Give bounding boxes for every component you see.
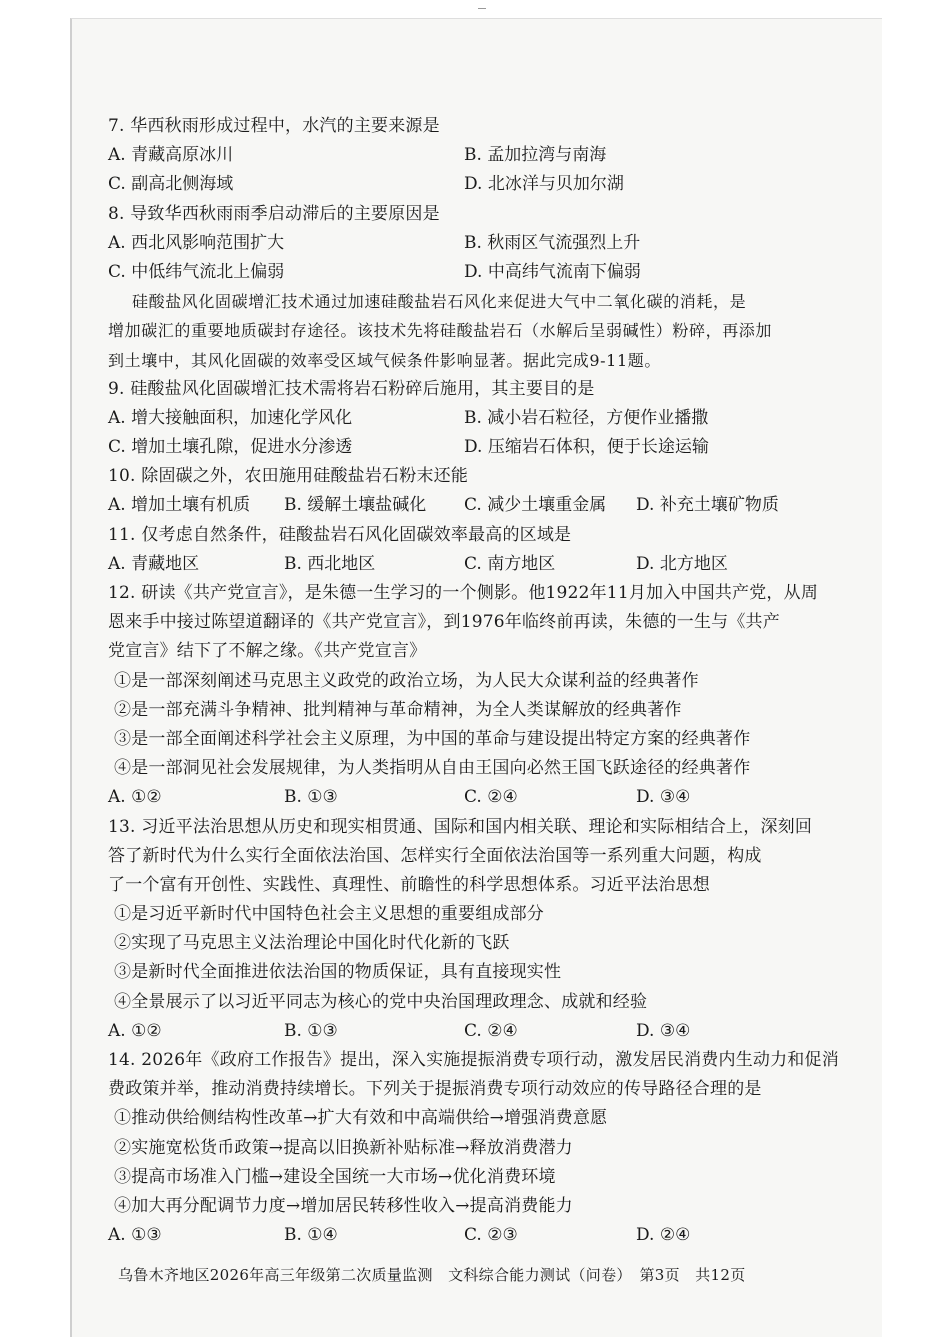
question-12-options xyxy=(108,783,848,812)
statement-2: ②实施宽松货币政策→提高以旧换新补贴标准→释放消费潜力 xyxy=(114,1137,573,1158)
option-a: A. 青藏高原冰川 xyxy=(108,145,234,166)
question-9-options-row2 xyxy=(108,433,848,462)
option-a: A. 青藏地区 xyxy=(108,553,200,574)
page-footer: 乌鲁木齐地区2026年高三年级第二次质量监测 文科综合能力测试（问卷） 第3页 共12页 xyxy=(118,1266,746,1284)
option-c: C. 增加土壤孔隙，促进水分渗透 xyxy=(108,437,353,458)
question-10-options xyxy=(108,491,848,520)
option-b: B. 秋雨区气流强烈上升 xyxy=(464,232,641,253)
statement-4: ④加大再分配调节力度→增加居民转移性收入→提高消费能力 xyxy=(114,1195,573,1216)
question-9-stem: 9. 硅酸盐风化固碳增汇技术需将岩石粉碎后施用，其主要目的是 xyxy=(108,378,595,399)
question-12-line-3: 党宣言》结下了不解之缘。《共产党宣言》 xyxy=(108,641,427,662)
option-a: A. 西北风影响范围扩大 xyxy=(108,232,285,253)
option-c: C. 副高北侧海域 xyxy=(108,174,234,195)
option-d: D. 北方地区 xyxy=(636,553,728,574)
statement-4: ④是一部洞见社会发展规律，为人类指明从自由王国向必然王国飞跃途径的经典著作 xyxy=(114,758,751,779)
question-7-options-row1 xyxy=(108,141,848,170)
exam-content xyxy=(108,112,848,1250)
question-7-options-row2 xyxy=(108,170,848,199)
statement-4: ④全景展示了以习近平同志为核心的党中央治国理政理念、成就和经验 xyxy=(114,991,648,1012)
option-c: C. 中低纬气流北上偏弱 xyxy=(108,261,285,282)
statement-2: ②是一部充满斗争精神、批判精神与革命精神，为全人类谋解放的经典著作 xyxy=(114,699,682,720)
statement-3: ③提高市场准入门槛→建设全国统一大市场→优化消费环境 xyxy=(114,1166,556,1187)
question-8-stem: 8. 导致华西秋雨雨季启动滞后的主要原因是 xyxy=(108,203,440,224)
option-a: A. 增加土壤有机质 xyxy=(108,495,251,516)
material-line-1: 硅酸盐风化固碳增汇技术通过加速硅酸盐岩石风化来促进大气中二氧化碳的消耗，是 xyxy=(132,292,747,312)
material-line-3: 到土壤中，其风化固碳的效率受区域气候条件影响显著。据此完成9-11题。 xyxy=(108,350,661,370)
statement-1: ①是习近平新时代中国特色社会主义思想的重要组成部分 xyxy=(114,904,544,925)
question-11-stem: 11. 仅考虑自然条件，硅酸盐岩石风化固碳效率最高的区域是 xyxy=(108,524,572,545)
question-11-options xyxy=(108,550,848,579)
question-13-options xyxy=(108,1017,848,1046)
statement-3: ③是一部全面阐述科学社会主义原理，为中国的革命与建设提出特定方案的经典著作 xyxy=(114,728,751,749)
option-b: B. ①④ xyxy=(284,1225,338,1246)
material-line-2: 增加碳汇的重要地质碳封存途径。该技术先将硅酸盐岩石（水解后呈弱碱性）粉碎，再添加 xyxy=(108,321,773,341)
option-c: C. ②④ xyxy=(464,787,518,808)
option-d: D. 北冰洋与贝加尔湖 xyxy=(464,174,624,195)
question-13-line-1: 13. 习近平法治思想从历史和现实相贯通、国际和国内相关联、理论和实际相结合上，深刻回 xyxy=(108,816,813,837)
question-13-line-3: 了一个富有开创性、实践性、真理性、前瞻性的科学思想体系。习近平法治思想 xyxy=(108,874,710,895)
statement-1: ①是一部深刻阐述马克思主义政党的政治立场，为人民大众谋利益的经典著作 xyxy=(114,670,699,691)
option-d: D. 中高纬气流南下偏弱 xyxy=(464,261,641,282)
option-a: A. 增大接触面积，加速化学风化 xyxy=(108,407,353,428)
option-a: A. ①② xyxy=(108,787,162,808)
scan-mark xyxy=(478,8,486,9)
option-c: C. 南方地区 xyxy=(464,553,556,574)
option-d: D. ②④ xyxy=(636,1225,691,1246)
option-d: D. 补充土壤矿物质 xyxy=(636,495,779,516)
option-b: B. 缓解土壤盐碱化 xyxy=(284,495,427,516)
question-14-options xyxy=(108,1221,848,1250)
question-13-line-2: 答了新时代为什么实行全面依法治国、怎样实行全面依法治国等一系列重大问题，构成 xyxy=(108,845,762,866)
option-c: C. 减少土壤重金属 xyxy=(464,495,607,516)
option-b: B. 孟加拉湾与南海 xyxy=(464,145,607,166)
statement-3: ③是新时代全面推进依法治国的物质保证，具有直接现实性 xyxy=(114,962,562,983)
option-b: B. ①③ xyxy=(284,1020,338,1041)
question-9-options-row1 xyxy=(108,404,848,433)
question-8-options-row1 xyxy=(108,229,848,258)
statement-2: ②实现了马克思主义法治理论中国化时代化新的飞跃 xyxy=(114,933,510,954)
option-b: B. 西北地区 xyxy=(284,553,376,574)
option-d: D. 压缩岩石体积，便于长途运输 xyxy=(464,437,709,458)
option-d: D. ③④ xyxy=(636,1020,691,1041)
option-b: B. ①③ xyxy=(284,787,338,808)
option-a: A. ①③ xyxy=(108,1225,162,1246)
question-7-stem: 7. 华西秋雨形成过程中，水汽的主要来源是 xyxy=(108,116,440,136)
option-d: D. ③④ xyxy=(636,787,691,808)
statement-1: ①推动供给侧结构性改革→扩大有效和中高端供给→增强消费意愿 xyxy=(114,1108,608,1129)
option-b: B. 减小岩石粒径，方便作业播撒 xyxy=(464,407,709,428)
question-12-line-2: 恩来手中接过陈望道翻译的《共产党宣言》，到1976年临终前再读，朱德的一生与《共产 xyxy=(108,612,780,633)
question-14-line-2: 费政策并举，推动消费持续增长。下列关于提振消费专项行动效应的传导路径合理的是 xyxy=(108,1079,762,1100)
option-a: A. ①② xyxy=(108,1020,162,1041)
question-10-stem: 10. 除固碳之外，农田施用硅酸盐岩石粉末还能 xyxy=(108,466,469,487)
option-c: C. ②④ xyxy=(464,1020,518,1041)
question-14-line-1: 14. 2026年《政府工作报告》提出，深入实施提振消费专项行动，激发居民消费内生动力和促消 xyxy=(108,1050,839,1070)
option-c: C. ②③ xyxy=(464,1225,518,1246)
question-12-line-1: 12. 研读《共产党宣言》，是朱德一生学习的一个侧影。他1922年11月加入中国共产党，从周 xyxy=(108,583,819,603)
question-8-options-row2 xyxy=(108,258,848,287)
